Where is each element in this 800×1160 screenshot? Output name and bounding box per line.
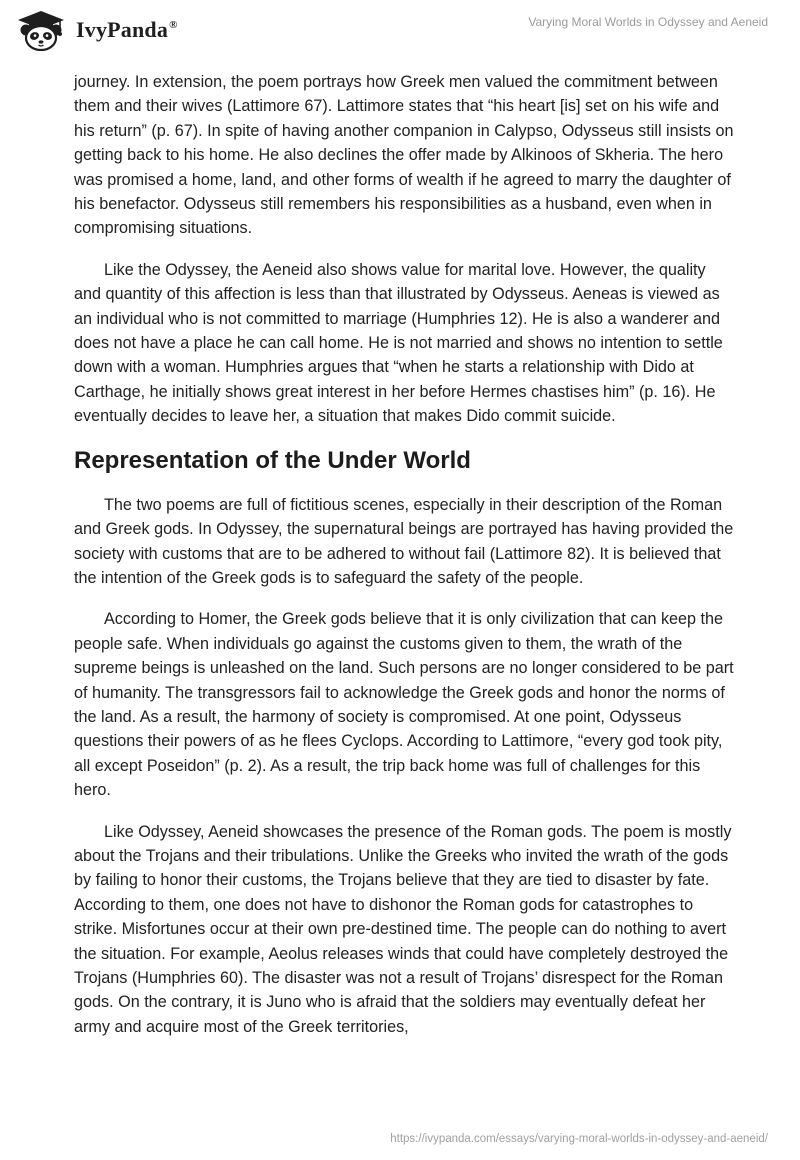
brand-logo[interactable] [14,9,178,51]
section-heading: Representation of the Under World [74,446,471,474]
document-title: Varying Moral Worlds in Odyssey and Aeneid [528,15,768,29]
paragraph-2: Like the Odyssey, the Aeneid also shows value for marital love. However, the quality and quantity of this affection is less than that illustrated by Odysseus. Aeneas is viewed as an individual who is not committed to marriage (Humphries 12). He is also a wanderer and does not have a place he can call home. He is not married and shows no intention to settle down with a woman. Humphries argues that “when he starts a relationship with Dido at Carthage, he initially shows great interest in her before Hermes chastises him” (p. 16). He eventually decides to leave her, a situation that makes Dido commit suicide. [74,260,723,426]
essay-body [74,70,734,1056]
paragraph-1: journey. In extension, the poem portrays how Greek men valued the commitment between them and their wives (Lattimore 67). Lattimore states that “his heart [is] set on his wife and his return” (p. 67). In spite of having another companion in Calypso, Odysseus still insists on getting back to his home. He also declines the offer made by Alkinoos of Skheria. The hero was promised a home, land, and other forms of wealth if he agreed to marry the daughter of his benefactor. Odysseus still remembers his responsibilities as a husband, even when in compromising situations. [74,73,734,238]
paragraph-3: The two poems are full of fictitious scenes, especially in their description of the Roman and Greek gods. In Odyssey, the supernatural beings are portrayed has having provided the society with customs that are to be adhered to without fail (Lattimore 82). It is believed that the intention of the Greek gods is to safeguard the safety of the people. [74,495,734,587]
page-header [0,0,800,62]
source-url[interactable]: https://ivypanda.com/essays/varying-moral-worlds-in-odyssey-and-aeneid/ [390,1133,768,1145]
brand-name: IvyPanda® [76,17,178,42]
panda-graduate-icon [14,9,68,51]
paragraph-4: According to Homer, the Greek gods believe that it is only civilization that can keep the people safe. When individuals go against the customs given to them, the wrath of the supreme beings is unleashed on the land. Such persons are no longer considered to be part of humanity. The transgressors fail to acknowledge the Greek gods and honor the norms of the land. As a result, the harmony of society is compromised. At one point, Odysseus questions their powers of as he flees Cyclops. According to Lattimore, “every god took pity, all except Poseidon” (p. 2). As a result, the trip back home was full of challenges for this hero. [74,610,734,800]
registered-mark: ® [169,19,178,31]
paragraph-5: Like Odyssey, Aeneid showcases the presence of the Roman gods. The poem is mostly about the Trojans and their tribulations. Unlike the Greeks who invited the wrath of the gods by failing to honor their customs, the Trojans believe that they are tied to disaster by fate. According to them, one does not have to dishonor the Roman gods for catastrophes to strike. Misfortunes occur at their own pre-destined time. The people can do nothing to avert the situation. For example, Aeolus releases winds that could have completely destroyed the Trojans (Humphries 60). The disaster was not a result of Trojans’ disrespect for the Roman gods. On the contrary, it is Juno who is afraid that the soldiers may eventually defeat her army and acquire most of the Greek territories, [74,822,732,1036]
